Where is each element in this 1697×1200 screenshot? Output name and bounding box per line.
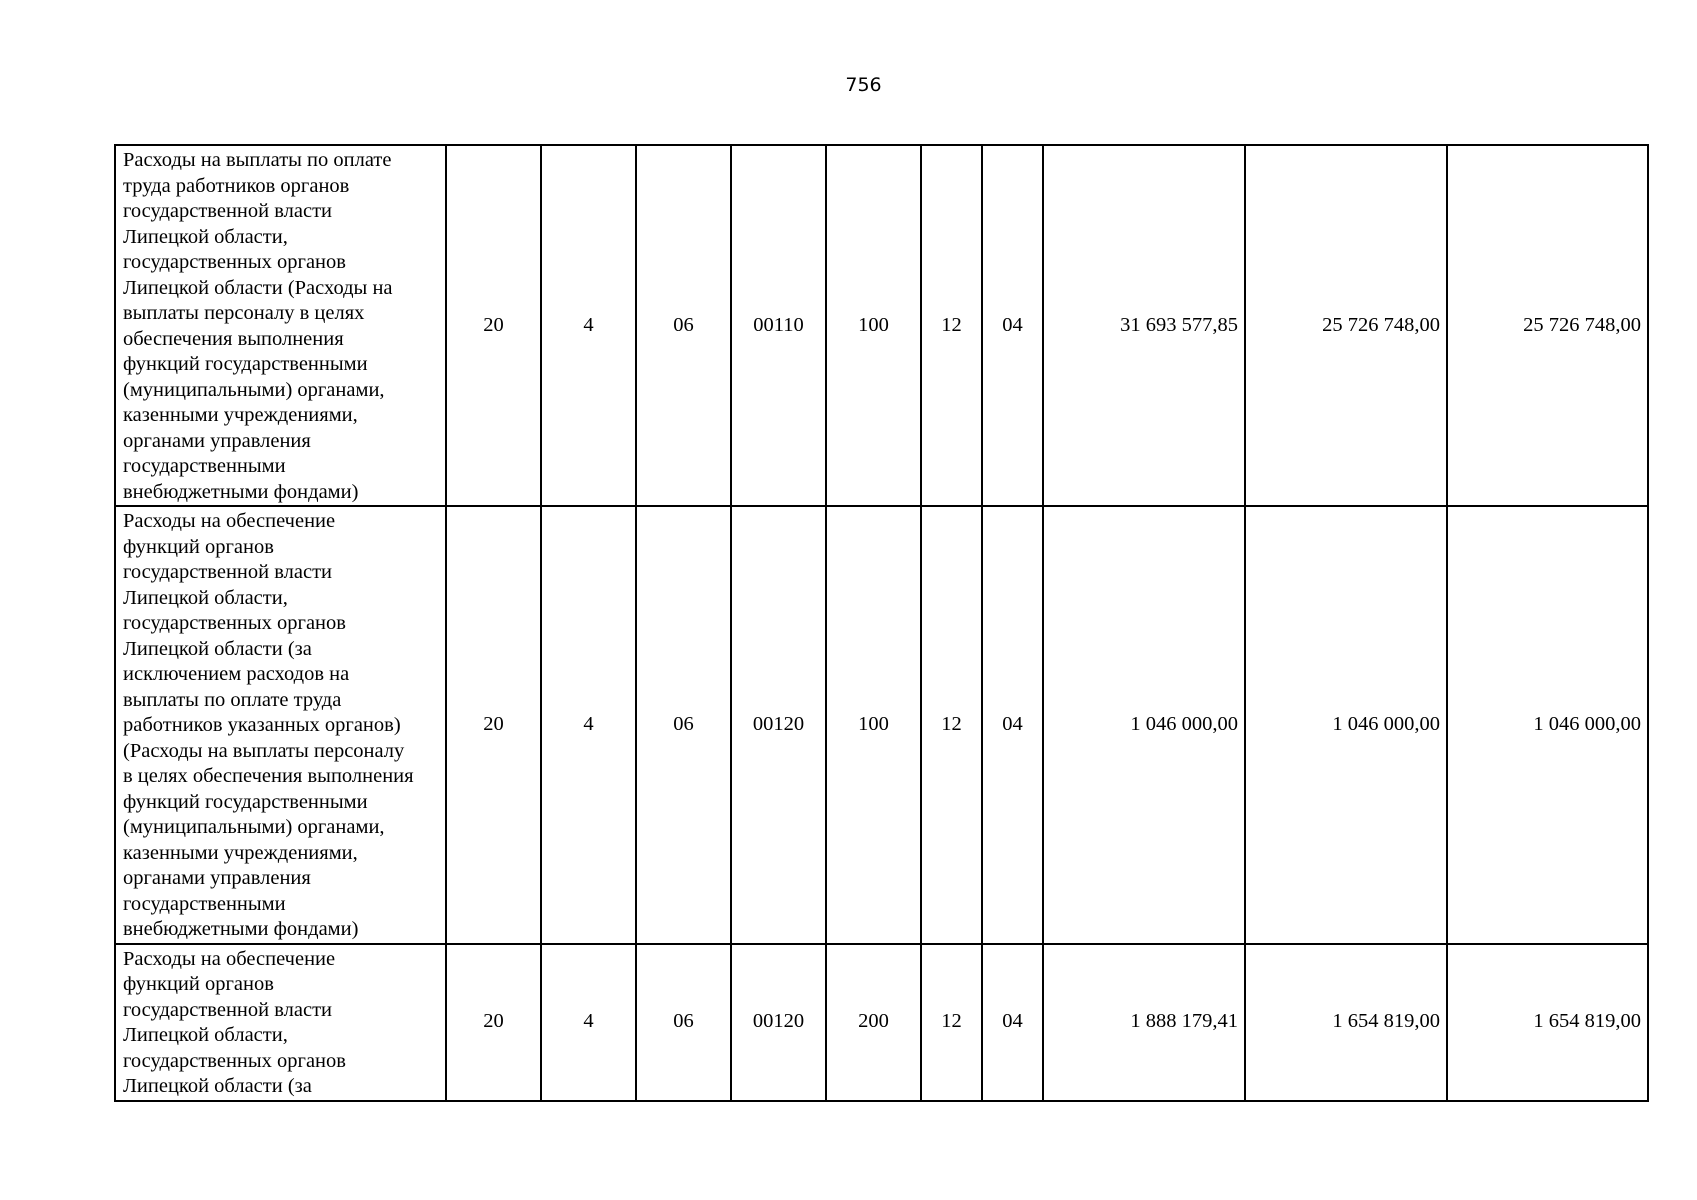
code-cell: 00110 bbox=[731, 145, 826, 506]
code-cell: 04 bbox=[982, 944, 1043, 1101]
row-description: Расходы на обеспечение функций органов государственной власти Липецкой области, государственных органов Липецкой области (за исключением расходов на выплаты по оплате труда работников указанных органов) (Расходы на выплаты персоналу в целях обеспечения выполнения функций государственными (муниципальными) органами, казенными учреждениями, органами управления государственными внебюджетными фондами) bbox=[115, 506, 446, 944]
code-cell: 00120 bbox=[731, 506, 826, 944]
code-cell: 06 bbox=[636, 944, 731, 1101]
table-row bbox=[115, 145, 1648, 506]
code-cell: 12 bbox=[921, 944, 982, 1101]
code-cell: 06 bbox=[636, 145, 731, 506]
amount-cell: 31 693 577,85 bbox=[1043, 145, 1245, 506]
code-cell: 20 bbox=[446, 944, 541, 1101]
code-cell: 06 bbox=[636, 506, 731, 944]
amount-cell: 25 726 748,00 bbox=[1245, 145, 1447, 506]
code-cell: 4 bbox=[541, 944, 636, 1101]
amount-cell: 25 726 748,00 bbox=[1447, 145, 1648, 506]
code-cell: 20 bbox=[446, 145, 541, 506]
code-cell: 04 bbox=[982, 145, 1043, 506]
code-cell: 200 bbox=[826, 944, 921, 1101]
row-description: Расходы на обеспечение функций органов государственной власти Липецкой области, государственных органов Липецкой области (за bbox=[115, 944, 446, 1101]
table-row bbox=[115, 506, 1648, 944]
budget-table bbox=[114, 144, 1649, 1102]
code-cell: 100 bbox=[826, 506, 921, 944]
amount-cell: 1 888 179,41 bbox=[1043, 944, 1245, 1101]
amount-cell: 1 046 000,00 bbox=[1043, 506, 1245, 944]
page-number: 756 bbox=[845, 74, 882, 96]
amount-cell: 1 654 819,00 bbox=[1447, 944, 1648, 1101]
code-cell: 00120 bbox=[731, 944, 826, 1101]
code-cell: 12 bbox=[921, 506, 982, 944]
amount-cell: 1 654 819,00 bbox=[1245, 944, 1447, 1101]
code-cell: 12 bbox=[921, 145, 982, 506]
code-cell: 20 bbox=[446, 506, 541, 944]
code-cell: 04 bbox=[982, 506, 1043, 944]
code-cell: 4 bbox=[541, 506, 636, 944]
amount-cell: 1 046 000,00 bbox=[1447, 506, 1648, 944]
code-cell: 4 bbox=[541, 145, 636, 506]
amount-cell: 1 046 000,00 bbox=[1245, 506, 1447, 944]
table-row bbox=[115, 944, 1648, 1101]
row-description: Расходы на выплаты по оплате труда работников органов государственной власти Липецкой области, государственных органов Липецкой области (Расходы на выплаты персоналу в целях обеспечения выполнения функций государственными (муниципальными) органами, казенными учреждениями, органами управления государственными внебюджетными фондами) bbox=[115, 145, 446, 506]
code-cell: 100 bbox=[826, 145, 921, 506]
